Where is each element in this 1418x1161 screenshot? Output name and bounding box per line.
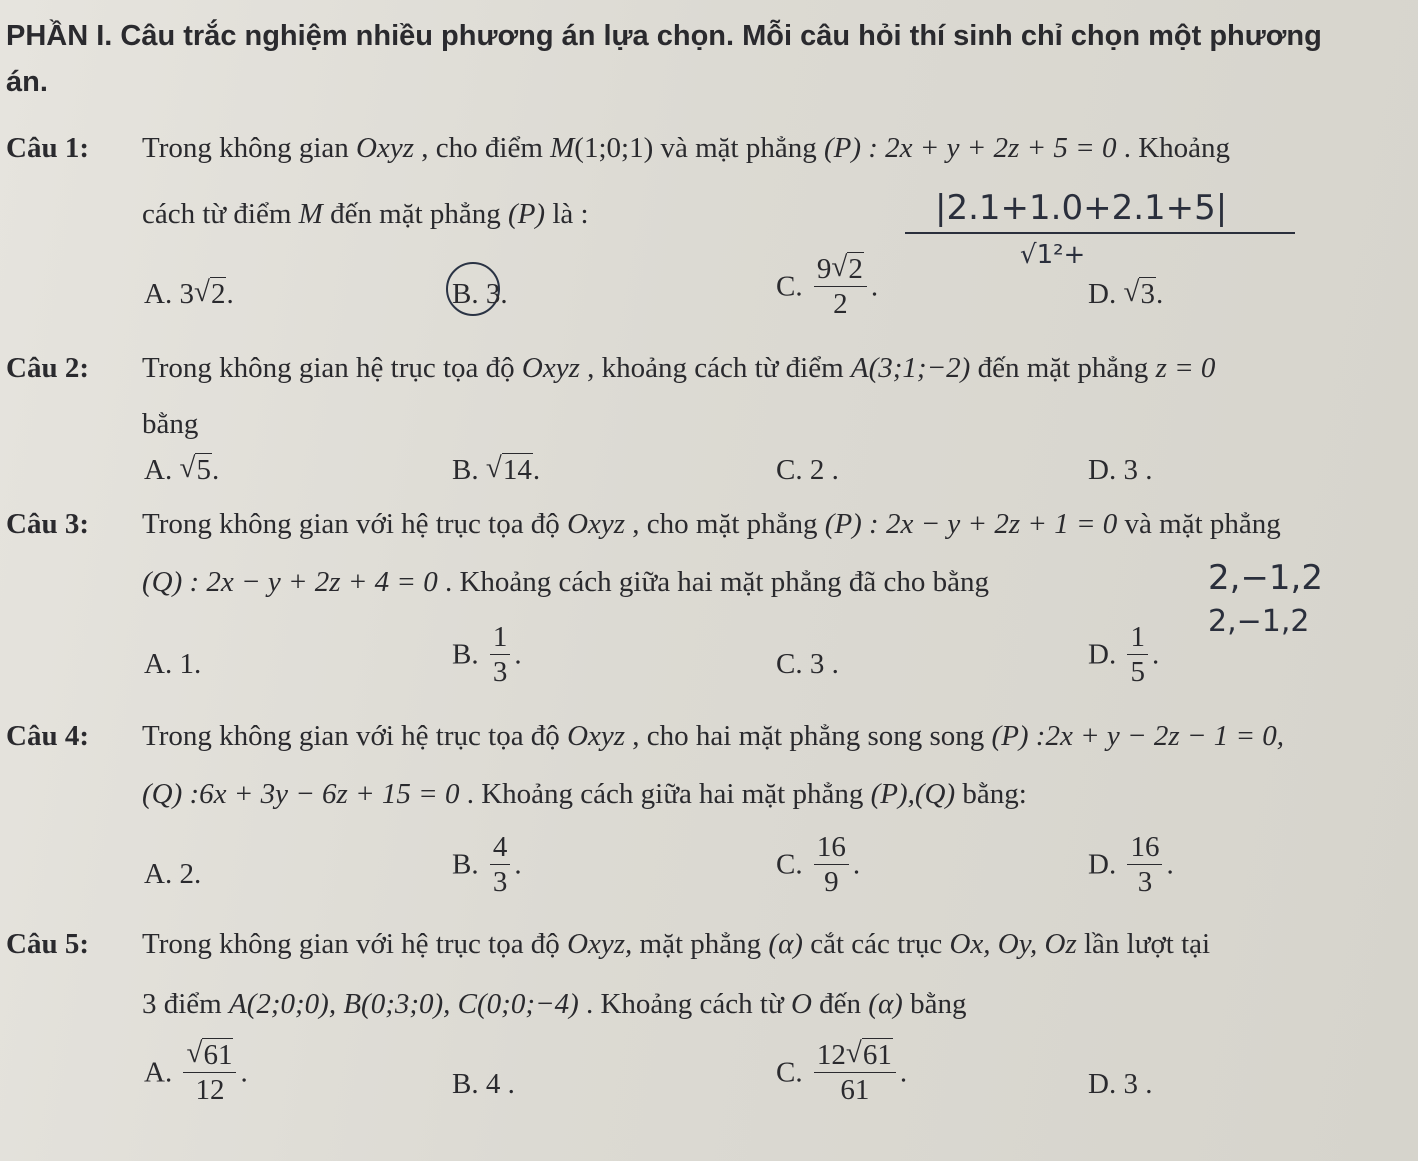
q5-option-b[interactable]: B. 4 . (452, 1068, 515, 1100)
q5-option-c[interactable]: C. $\frac{12√ 61}{61}$ . (776, 1040, 907, 1106)
q4-label: Câu 4: (6, 720, 89, 752)
q4-option-b[interactable]: B. $\frac{4}{3}$ . (452, 831, 522, 899)
q3-option-c[interactable]: C. 3 . (776, 648, 839, 680)
q1-option-b[interactable]: B. 3. (452, 278, 508, 310)
q5-stem-line1: Trong không gian với hệ trục tọa độ Oxyz, mặt phẳng (α) cắt các trục Ox, Oy, Oz lần lượt tại (142, 928, 1211, 960)
q4-stem-line2: (Q) :6x + 3y − 6z + 15 = 0 . Khoảng cách giữa hai mặt phẳng (P),(Q) bằng: (142, 778, 1027, 810)
q1-handwritten-fraction-bar (905, 232, 1295, 234)
q3-handwritten-note-1: 2,−1,2 (1208, 558, 1323, 598)
q5-option-a[interactable]: A. √ $\frac{61}{12}$ . (144, 1040, 248, 1106)
q1-option-a[interactable]: A. 3√ 2. (144, 278, 234, 311)
q3-stem-line2: (Q) : 2x − y + 2z + 4 = 0 . Khoảng cách giữa hai mặt phẳng đã cho bằng (142, 566, 989, 598)
q5-option-d[interactable]: D. 3 . (1088, 1068, 1153, 1100)
q2-option-a[interactable]: A. √ 5. (144, 454, 219, 487)
q3-label: Câu 3: (6, 508, 89, 540)
q2-stem-line1: Trong không gian hệ trục tọa độ Oxyz , khoảng cách từ điểm A(3;1;−2) đến mặt phẳng z = 0 (142, 352, 1216, 384)
q1-option-d[interactable]: D. √ 3. (1088, 278, 1163, 311)
q2-label: Câu 2: (6, 352, 89, 384)
q2-option-b[interactable]: B. √ 14. (452, 454, 540, 487)
q5-stem-line2: 3 điểm A(2;0;0), B(0;3;0), C(0;0;−4) . Khoảng cách từ O đến (α) bằng (142, 988, 967, 1020)
q3-option-b[interactable]: B. $\frac{1}{3}$ . (452, 621, 522, 689)
q4-option-d[interactable]: D. $\frac{16}{3}$ . (1088, 831, 1174, 899)
q1-handwritten-denominator: √1²+ (1020, 240, 1086, 270)
q2-option-c[interactable]: C. 2 . (776, 454, 839, 486)
q2-stem-line2: bằng (142, 408, 199, 440)
q3-option-a[interactable]: A. 1. (144, 648, 202, 680)
q4-option-c[interactable]: C. $\frac{16}{9}$ . (776, 831, 861, 899)
q3-handwritten-note-2: 2,−1,2 (1208, 604, 1310, 639)
q2-option-d[interactable]: D. 3 . (1088, 454, 1153, 486)
section-title-line1: PHẦN I. Câu trắc nghiệm nhiều phương án lựa chọn. Mỗi câu hỏi thí sinh chỉ chọn một phương (6, 20, 1322, 52)
q1-label: Câu 1: (6, 132, 89, 164)
q5-label: Câu 5: (6, 928, 89, 960)
q1-handwritten-numerator: |2.1+1.0+2.1+5| (935, 188, 1228, 228)
q3-stem-line1: Trong không gian với hệ trục tọa độ Oxyz , cho mặt phẳng (P) : 2x − y + 2z + 1 = 0 và mặt phẳng (142, 508, 1281, 540)
section-title-line2: án. (6, 66, 48, 98)
q1-option-c[interactable]: C. $\frac{9√ 2}{2}$ . (776, 254, 878, 320)
q4-stem-line1: Trong không gian với hệ trục tọa độ Oxyz , cho hai mặt phẳng song song (P) :2x + y − 2z − 1 = 0, (142, 720, 1285, 752)
q1-stem-line1: Trong không gian Oxyz , cho điểm M(1;0;1) và mặt phẳng (P) : 2x + y + 2z + 5 = 0 . Khoảng (142, 132, 1231, 164)
q1-stem-line2: cách từ điểm M đến mặt phẳng (P) là : (142, 198, 589, 230)
q3-option-d[interactable]: D. $\frac{1}{5}$ . (1088, 621, 1160, 689)
q4-option-a[interactable]: A. 2. (144, 858, 202, 890)
